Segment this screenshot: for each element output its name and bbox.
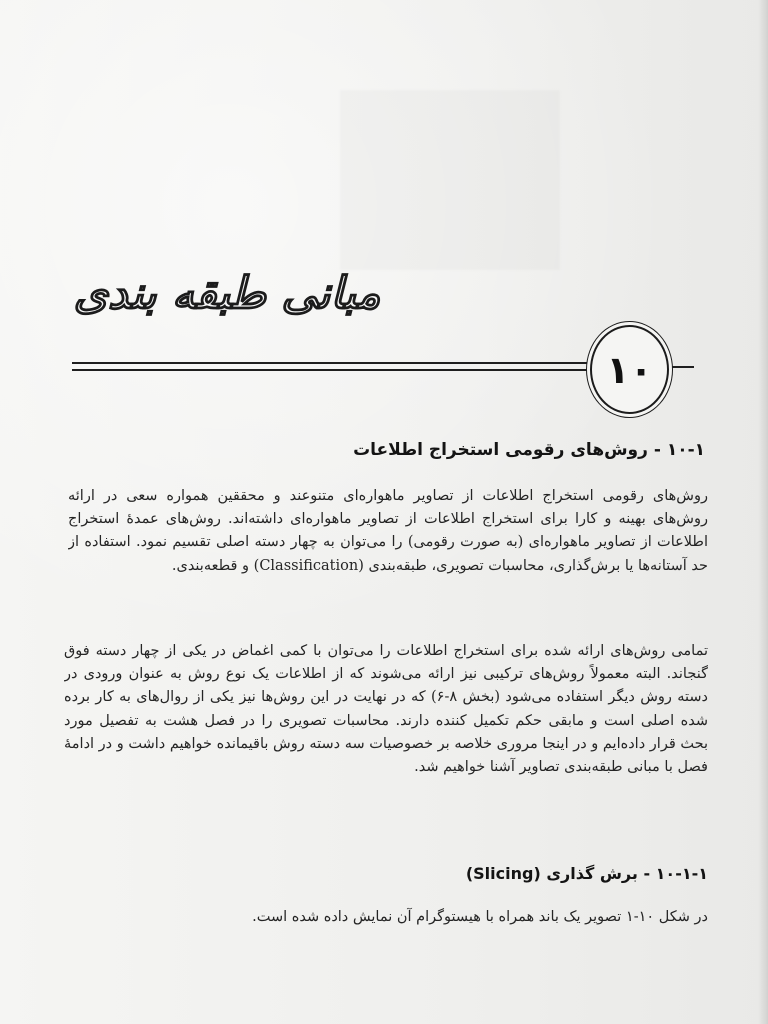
chapter-rule-top xyxy=(72,362,594,364)
page-edge-shadow xyxy=(758,0,768,1024)
subsection-heading: ۱۰-۱-۱ - برش گذاری (Slicing) xyxy=(465,864,708,883)
bleed-through-shadow xyxy=(340,90,560,270)
chapter-number-badge xyxy=(590,325,669,414)
paragraph-methods: تمامی روش‌های ارائه شده برای استخراج اطلاعات را می‌توان با کمی اغماض در یکی از چهار دسته فوق گنجاند. البته معمولاً روش‌های ترکیبی نیز ارائه می‌شوند که از اطلاعات یک نوع روش به عنوان ورودی در دسته روش دیگر استفاده می‌شود (بخش ۸-۶) که در نهایت در این روش‌ها نیز یکی از روال‌های به کار برده شده اصلی است و مابقی حکم تکمیل کننده دارند. محاسبات تصویری را در فصل هشت به تفصیل مورد بحث قرار داده‌ایم و در اینجا مروری خلاصه بر خصوصیات سه دسته روش باقیمانده خواهیم داشت و در ادامهٔ فصل با مبانی طبقه‌بندی تصاویر آشنا خواهیم شد. xyxy=(64,643,708,775)
paragraph-figure-reference: در شکل ۱۰-۱ تصویر یک باند همراه با هیستوگرام آن نمایش داده شده است. xyxy=(252,909,708,925)
chapter-rule-bottom xyxy=(72,369,594,371)
chapter-number: ۱۰ xyxy=(606,347,653,392)
section-heading: ۱۰-۱ - روش‌های رقومی استخراج اطلاعات xyxy=(353,440,705,460)
paragraph-intro: روش‌های رقومی استخراج اطلاعات از تصاویر ماهواره‌ای متنوعند و محققین همواره سعی در ارائه روش‌های بهینه و کارا برای استخراج اطلاعات از تصاویر ماهواره‌ای داشته‌اند. روش‌های عمدهٔ استخراج اطلاعات از تصاویر ماهواره‌ای (به صورت رقومی) را می‌توان به چهار دسته اصلی تقسیم نمود. استفاده از حد آستانه‌ها یا برش‌گذاری، محاسبات تصویری، طبقه‌بندی (Classification) و قطعه‌بندی. xyxy=(68,488,708,574)
chapter-title: مبانی طبقه بندی xyxy=(73,268,381,319)
